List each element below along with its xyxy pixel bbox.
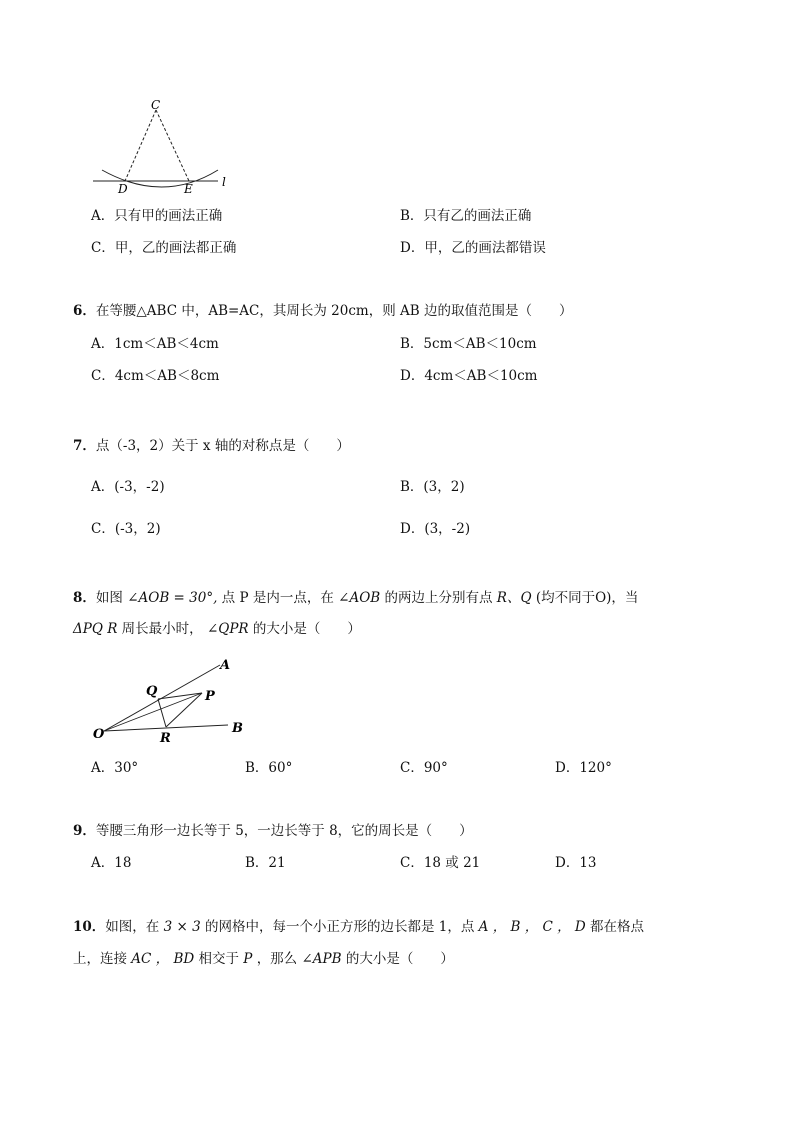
q8-math-angle-qpr: ∠QPR <box>206 621 249 637</box>
label-q: Q <box>146 684 158 699</box>
segment-qr <box>158 699 166 727</box>
q9-text: 等腰三角形一边长等于 5，一边长等于 8，它的周长是（ ） <box>95 823 473 839</box>
q8-text-2a: 周长最小时， <box>121 621 203 637</box>
q5-option-b[interactable]: B．只有乙的画法正确 <box>400 208 532 224</box>
q7-number: 7． <box>73 438 96 454</box>
q9-option-d[interactable]: D．13 <box>555 855 597 871</box>
q10-math-p: P <box>243 951 253 967</box>
q8-text-1c: 的两边上分别有点 <box>384 590 493 606</box>
q9-option-a[interactable]: A．18 <box>91 855 132 871</box>
q8-stem-line2 <box>73 619 361 639</box>
q8-text-2b: 的大小是（ ） <box>252 621 361 637</box>
q6-option-b[interactable]: B．5cm＜AB＜10cm <box>400 336 537 352</box>
segment-ce <box>156 110 189 181</box>
q10-math-grid: 3 × 3 <box>163 919 201 935</box>
q8-option-d[interactable]: D．120° <box>555 760 612 776</box>
q7-option-b[interactable]: B．(3，2) <box>400 479 465 495</box>
q7-option-d[interactable]: D．(3，-2) <box>400 521 471 537</box>
label-p: P <box>205 689 215 704</box>
q10-text-2c: ，那么 <box>256 951 298 967</box>
label-r: R <box>160 731 171 746</box>
q10-math-ac-bd: AC ， BD <box>131 951 195 967</box>
label-d: D <box>118 182 128 196</box>
q10-number: 10． <box>73 919 106 935</box>
q8-math-angle-aob-30: ∠AOB = 30°, <box>127 590 218 606</box>
q8-text-1d: (均不同于O)，当 <box>535 590 639 606</box>
q10-text-2a: 上，连接 <box>73 951 127 967</box>
q8-option-a[interactable]: A．30° <box>91 760 139 776</box>
q5-option-d[interactable]: D．甲，乙的画法都错误 <box>400 240 546 256</box>
q10-text-2b: 相交于 <box>198 951 239 967</box>
q6-text: 在等腰△ABC 中，AB=AC，其周长为 20cm，则 AB 边的取值范围是（ ） <box>95 303 573 319</box>
q7-option-a[interactable]: A．(-3，-2) <box>91 479 165 495</box>
q10-text-1b: 的网格中，每一个小正方形的边长都是 1，点 <box>204 919 475 935</box>
q5-option-c[interactable]: C．甲，乙的画法都正确 <box>91 240 237 256</box>
q7-stem <box>73 436 350 456</box>
q6-number: 6． <box>73 303 96 319</box>
label-o: O <box>93 727 105 742</box>
q10-text-2d: 的大小是（ ） <box>345 951 454 967</box>
q8-number: 8． <box>73 590 96 606</box>
label-e: E <box>184 182 193 196</box>
q10-stem-line1 <box>73 917 644 937</box>
q8-math-rq: R、Q <box>496 590 532 606</box>
q6-stem <box>73 301 572 321</box>
q10-math-points: A ， B ， C ， D <box>478 919 586 935</box>
q7-text: 点（-3，2）关于 x 轴的对称点是（ ） <box>95 438 350 454</box>
q5-option-a[interactable]: A．只有甲的画法正确 <box>91 208 223 224</box>
label-b: B <box>232 721 243 736</box>
segment-cd <box>125 110 156 181</box>
q6-option-d[interactable]: D．4cm＜AB＜10cm <box>400 368 538 384</box>
q6-option-a[interactable]: A．1cm＜AB＜4cm <box>91 336 219 352</box>
q10-math-angle-apb: ∠APB <box>301 951 342 967</box>
q8-text-1b: 点 P 是内一点，在 <box>221 590 334 606</box>
q10-stem-line2 <box>73 949 454 969</box>
q8-stem-line1 <box>73 588 638 608</box>
label-l: l <box>222 175 226 189</box>
q8-option-b[interactable]: B．60° <box>245 760 293 776</box>
q9-stem <box>73 821 473 841</box>
q9-number: 9． <box>73 823 96 839</box>
q8-option-c[interactable]: C．90° <box>400 760 448 776</box>
segment-pr <box>166 693 202 727</box>
q6-option-c[interactable]: C．4cm＜AB＜8cm <box>91 368 220 384</box>
q10-text-1a: 如图，在 <box>105 919 160 935</box>
q8-math-angle-aob: ∠AOB <box>338 590 381 606</box>
q9-option-b[interactable]: B．21 <box>245 855 286 871</box>
q8-math-triangle-pqr: ΔPQ R <box>73 621 118 637</box>
q8-figure <box>88 655 258 747</box>
q7-option-c[interactable]: C．(-3，2) <box>91 521 161 537</box>
q10-text-1c: 都在格点 <box>590 919 645 935</box>
q5-figure <box>88 96 248 198</box>
q9-option-c[interactable]: C．18 或 21 <box>400 855 481 871</box>
label-a: A <box>220 658 231 673</box>
label-c: C <box>151 98 161 112</box>
q8-text-1a: 如图 <box>95 590 123 606</box>
